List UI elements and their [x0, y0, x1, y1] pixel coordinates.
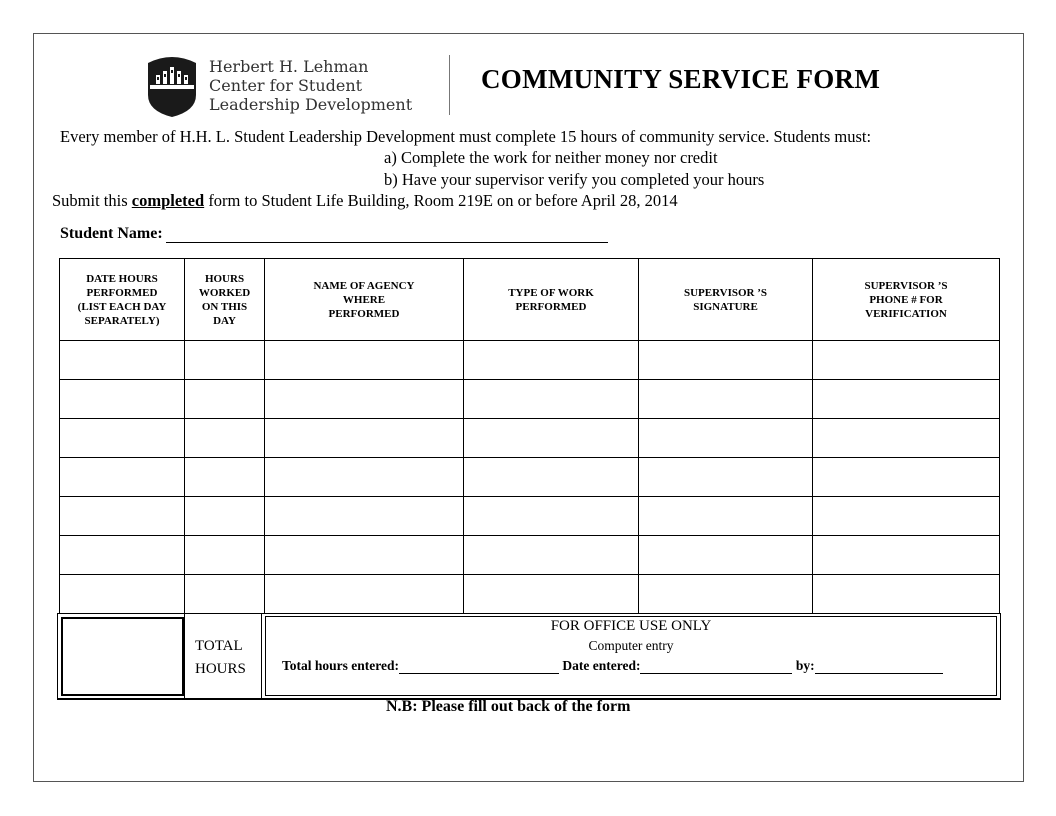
office-divider-1: [184, 613, 185, 699]
cell-supervisor-signature[interactable]: [639, 458, 813, 497]
cell-supervisor-signature[interactable]: [639, 341, 813, 380]
logo-line-1: Herbert H. Lehman: [209, 57, 369, 76]
cell-hours[interactable]: [185, 458, 265, 497]
cell-date[interactable]: [60, 575, 185, 614]
table-row: [60, 419, 1000, 458]
cell-date[interactable]: [60, 536, 185, 575]
table-row: [60, 380, 1000, 419]
office-entry-line: [282, 658, 943, 674]
cell-date[interactable]: [60, 458, 185, 497]
cell-supervisor-signature[interactable]: [639, 497, 813, 536]
service-log-table: [59, 258, 1000, 614]
cell-supervisor-phone[interactable]: [813, 380, 1000, 419]
total-hours-entered-label: Total hours entered:: [282, 658, 400, 673]
computer-entry-label: Computer entry: [588, 638, 674, 653]
student-name-row: [60, 225, 608, 243]
intro-item-b: b) Have your supervisor verify you completed your hours: [384, 170, 765, 189]
office-use-heading: FOR OFFICE USE ONLY: [550, 618, 712, 634]
cell-supervisor-signature[interactable]: [639, 536, 813, 575]
cell-work-type[interactable]: [464, 497, 639, 536]
cell-supervisor-signature[interactable]: [639, 419, 813, 458]
cell-agency[interactable]: [265, 575, 464, 614]
form-title: COMMUNITY SERVICE FORM: [481, 64, 881, 94]
col-header-hours: HOURS WORKED ON THIS DAY: [185, 259, 265, 341]
cell-work-type[interactable]: [464, 458, 639, 497]
cell-agency[interactable]: [265, 458, 464, 497]
table-body: [60, 341, 1000, 614]
cell-work-type[interactable]: [464, 380, 639, 419]
logo-line-3: Leadership Development: [209, 95, 413, 114]
table-row: [60, 536, 1000, 575]
cell-work-type[interactable]: [464, 575, 639, 614]
col-header-work-type: TYPE OF WORK PERFORMED: [464, 259, 639, 341]
col-header-date: DATE HOURS PERFORMED (LIST EACH DAY SEPARATELY): [60, 259, 185, 341]
date-entered-field[interactable]: [640, 659, 792, 674]
col-header-supervisor-signature: SUPERVISOR ’S SIGNATURE: [639, 259, 813, 341]
cell-hours[interactable]: [185, 380, 265, 419]
cell-date[interactable]: [60, 497, 185, 536]
cell-supervisor-phone[interactable]: [813, 458, 1000, 497]
cell-agency[interactable]: [265, 497, 464, 536]
entered-by-label: by:: [795, 658, 815, 673]
cell-work-type[interactable]: [464, 536, 639, 575]
cell-date[interactable]: [60, 341, 185, 380]
cell-agency[interactable]: [265, 380, 464, 419]
student-name-field[interactable]: [166, 226, 608, 243]
cell-date[interactable]: [60, 380, 185, 419]
entered-by-field[interactable]: [815, 659, 943, 674]
page-border-bottom: [33, 781, 1024, 782]
col-header-agency: NAME OF AGENCY WHERE PERFORMED: [265, 259, 464, 341]
office-divider-2: [261, 613, 262, 699]
table-row: [60, 341, 1000, 380]
cell-date[interactable]: [60, 419, 185, 458]
cell-work-type[interactable]: [464, 341, 639, 380]
table-row: [60, 458, 1000, 497]
cell-agency[interactable]: [265, 419, 464, 458]
logo-text: [209, 57, 412, 114]
cell-hours[interactable]: [185, 575, 265, 614]
cell-supervisor-phone[interactable]: [813, 419, 1000, 458]
cell-work-type[interactable]: [464, 419, 639, 458]
intro-item-a: a) Complete the work for neither money nor credit: [384, 148, 718, 167]
cell-agency[interactable]: [265, 536, 464, 575]
footer-note: N.B: Please fill out back of the form: [386, 698, 631, 715]
cell-supervisor-phone[interactable]: [813, 536, 1000, 575]
header-divider: [449, 55, 450, 115]
cell-supervisor-phone[interactable]: [813, 341, 1000, 380]
cell-agency[interactable]: [265, 341, 464, 380]
col-header-supervisor-phone: SUPERVISOR ’S PHONE # FOR VERIFICATION: [813, 259, 1000, 341]
total-hours-box[interactable]: [61, 617, 184, 696]
table-row: [60, 497, 1000, 536]
intro-requirement: Every member of H.H. L. Student Leadership Development must complete 15 hours of community service. Students must:: [60, 127, 872, 146]
cell-supervisor-signature[interactable]: [639, 575, 813, 614]
cell-hours[interactable]: [185, 536, 265, 575]
cell-hours[interactable]: [185, 419, 265, 458]
table-header-row: [60, 259, 1000, 341]
submit-prefix: Submit this: [52, 191, 132, 210]
total-hours-label: TOTAL HOURS: [195, 638, 246, 677]
submit-emphasis: completed: [131, 191, 205, 210]
submit-instructions: [52, 191, 678, 211]
cell-hours[interactable]: [185, 497, 265, 536]
submit-suffix: form to Student Life Building, Room 219E on or before April 28, 2014: [204, 191, 678, 210]
student-name-label: Student Name:: [60, 225, 163, 242]
logo-line-2: Center for Student: [209, 76, 363, 95]
date-entered-label: Date entered:: [562, 658, 641, 673]
table-row: [60, 575, 1000, 614]
total-hours-entered-field[interactable]: [399, 659, 559, 674]
lehman-shield-logo-icon: [146, 55, 198, 117]
cell-supervisor-phone[interactable]: [813, 575, 1000, 614]
cell-supervisor-phone[interactable]: [813, 497, 1000, 536]
cell-hours[interactable]: [185, 341, 265, 380]
cell-supervisor-signature[interactable]: [639, 380, 813, 419]
